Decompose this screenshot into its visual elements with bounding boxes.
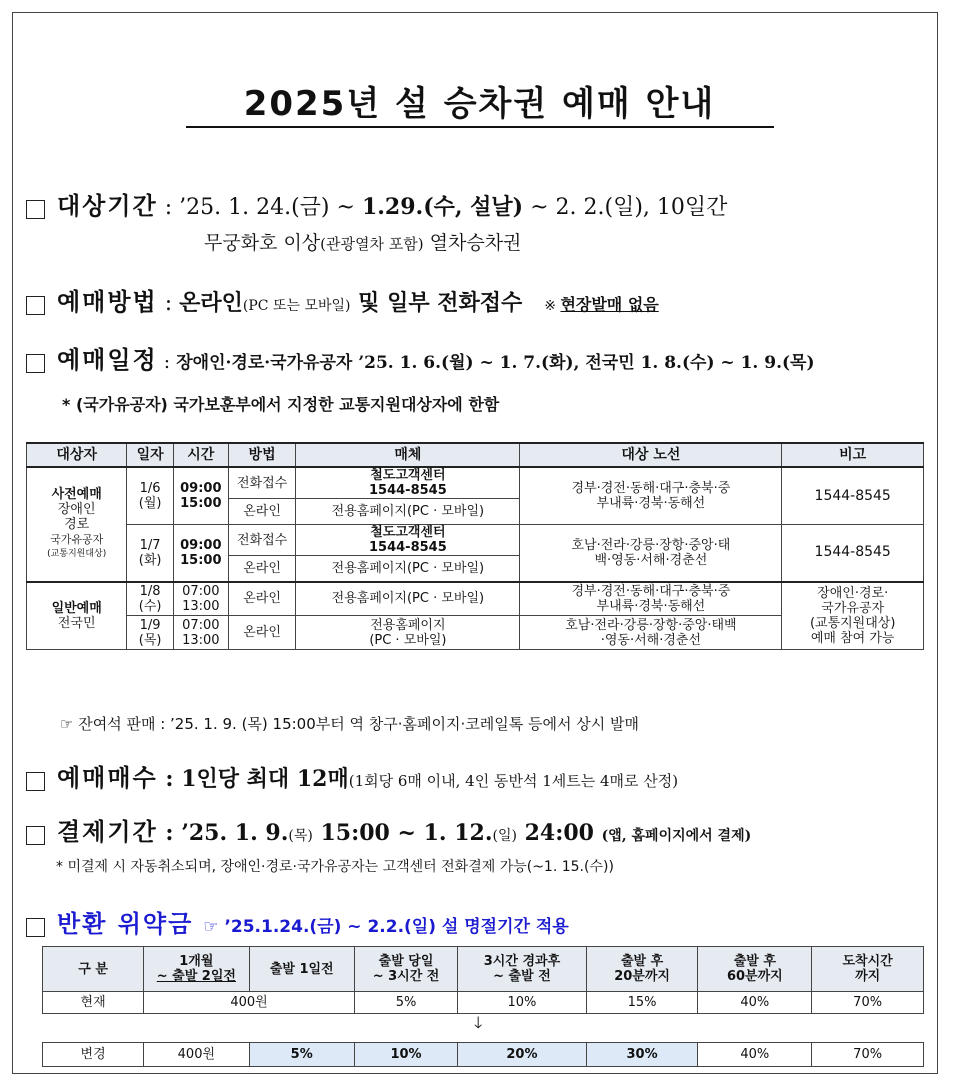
payment-text2: (목) <box>288 828 313 844</box>
header-cell: 매체 <box>296 443 520 467</box>
method-cell: 온라인 <box>228 556 296 582</box>
period-sub <box>204 228 521 255</box>
payment-text6: (앱, 홈페이지에서 결제) <box>601 828 752 844</box>
period-sub3: 열차승차권 <box>423 232 522 254</box>
pre-group-l3: 국가유공자 <box>50 532 104 546</box>
cell: 현재 <box>43 992 144 1014</box>
gen-note-l1: 장애인·경로· <box>817 585 889 601</box>
header-line1: 1개월 <box>179 954 214 969</box>
count-sep: : <box>157 766 182 792</box>
checkbox-icon <box>26 772 45 791</box>
header-cell: 비고 <box>782 443 924 467</box>
time1: 09:00 <box>180 537 222 553</box>
refund-text: ☞ ’25.1.24.(금) ~ 2.2.(일) 설 명절기간 적용 <box>203 917 569 937</box>
checkbox-icon <box>26 354 45 373</box>
period-sep: : <box>157 195 180 220</box>
pre-group-title: 사전예매 <box>51 486 102 502</box>
checkbox-icon <box>26 200 45 219</box>
route-line2: 백·영동·서해·경춘선 <box>594 552 708 568</box>
payment-sep: : <box>157 820 182 846</box>
section-count <box>26 758 678 793</box>
header-line2: ~ 출발 2일전 <box>156 969 236 984</box>
payment-label: 결제기간 <box>57 817 158 846</box>
period-text2: 1.29.(수, 설날) <box>361 194 524 220</box>
table-header-row <box>27 443 924 467</box>
method-note: 현장발매 없음 <box>560 295 659 314</box>
time1: 07:00 <box>182 617 220 633</box>
section-method <box>26 282 659 317</box>
period-text3: ~ 2. 2.(일), 10일간 <box>523 195 728 220</box>
page-title: 2025년 설 승차권 예매 안내 <box>243 84 716 124</box>
media-cell <box>296 616 520 650</box>
method-label: 예매방법 <box>57 287 158 316</box>
table-row-current <box>43 992 924 1014</box>
media-cell: 전용홈페이지(PC · 모바일) <box>296 556 520 582</box>
gen-note-cell <box>782 582 924 650</box>
table-row <box>27 582 924 616</box>
media-line2: 1544-8545 <box>369 483 447 498</box>
gen-group-cell <box>27 582 127 650</box>
route-line1: 호남·전라·강릉·장항·중앙·태 <box>571 537 731 553</box>
method-text1: 온라인 <box>179 290 243 316</box>
route-line1: 호남·전라·강릉·장항·중앙·태백 <box>565 617 737 633</box>
route-line1: 경부·경전·동해·대구·충북·중 <box>571 583 731 599</box>
header-line1: 출발 후 <box>620 954 664 969</box>
time2: 13:00 <box>182 632 220 648</box>
route-line2: ·영동·서해·경춘선 <box>600 632 702 648</box>
time-cell <box>173 616 228 650</box>
cell-highlight: 5% <box>249 1043 354 1067</box>
date2: (수) <box>138 598 162 614</box>
date-cell <box>127 525 173 582</box>
gen-group-l1: 전국민 <box>57 615 96 631</box>
date-cell <box>127 616 173 650</box>
method-cell: 전화접수 <box>228 525 296 556</box>
route-cell <box>520 525 782 582</box>
date2: (월) <box>138 496 162 511</box>
route-cell <box>520 467 782 525</box>
header-line2: 20분까지 <box>614 969 670 984</box>
method-text3: 및 일부 전화접수 <box>350 290 523 316</box>
time1: 07:00 <box>182 583 220 599</box>
cell-highlight: 30% <box>586 1043 698 1067</box>
header-line1: 도착시간 <box>842 954 893 969</box>
header-line1: 출발 후 <box>733 954 776 969</box>
header-cell <box>586 947 698 992</box>
header-cell: 시간 <box>173 443 228 467</box>
count-label: 예매매수 <box>57 763 158 792</box>
header-line1: 3시간 경과후 <box>483 954 561 969</box>
method-cell: 온라인 <box>228 499 296 525</box>
cell: 5% <box>354 992 457 1014</box>
route-line2: 부내륙·경북·동해선 <box>596 496 706 511</box>
media-cell <box>296 525 520 556</box>
header-line2: ~ 3시간 전 <box>372 969 440 984</box>
header-cell: 방법 <box>228 443 296 467</box>
header-cell <box>43 947 144 992</box>
date2: (화) <box>138 552 162 568</box>
header-line2: 까지 <box>855 969 881 984</box>
header-cell <box>698 947 812 992</box>
time2: 13:00 <box>182 598 220 614</box>
payment-text4: (일) <box>492 828 517 844</box>
gen-note-l2: 국가유공자 <box>821 600 885 616</box>
cell: 10% <box>458 992 587 1014</box>
header-cell <box>812 947 924 992</box>
header-line1: 출발 당일 <box>378 954 434 969</box>
gen-note-l4: 예매 참여 가능 <box>810 630 895 646</box>
media-line1: 전용홈페이지 <box>370 617 446 633</box>
refund-label: 반환 위약금 <box>57 909 194 938</box>
date1: 1/7 <box>139 537 161 553</box>
table-row-changed <box>43 1043 924 1067</box>
table-row <box>27 525 924 556</box>
date1: 1/6 <box>139 481 161 496</box>
pre-group-l2: 경로 <box>64 516 90 532</box>
header-cell: 대상자 <box>27 443 127 467</box>
method-cell: 전화접수 <box>228 467 296 499</box>
table-row <box>27 467 924 499</box>
cell: 40% <box>698 992 812 1014</box>
period-sub2: (관광열차 포함) <box>320 235 424 253</box>
cell: 40% <box>698 1043 812 1067</box>
header-cell <box>458 947 587 992</box>
note-cell: 1544-8545 <box>782 467 924 525</box>
cell-highlight: 20% <box>458 1043 587 1067</box>
schedule-sep: : <box>157 351 177 373</box>
route-cell <box>520 582 782 616</box>
payment-footnote: * 미결제 시 자동취소되며, 장애인·경로·국가유공자는 고객센터 전화결제 가능(~1. 15.(수)) <box>56 859 614 875</box>
media-line2: (PC · 모바일) <box>369 632 447 648</box>
section-refund <box>26 904 569 939</box>
cell: 400원 <box>144 1043 249 1067</box>
time1: 09:00 <box>180 481 222 496</box>
schedule-text: 장애인·경로·국가유공자 ’25. 1. 6.(월) ~ 1. 7.(화), 전국민 1. 8.(수) ~ 1. 9.(목) <box>176 353 815 373</box>
time-cell <box>173 467 228 525</box>
cell-highlight: 10% <box>354 1043 457 1067</box>
route-line1: 경부·경전·동해·대구·충북·중 <box>571 481 731 496</box>
payment-text5: 24:00 <box>516 820 602 846</box>
count-text2: (1회당 6매 이내, 4인 동반석 1세트는 4매로 산정) <box>348 772 679 790</box>
payment-text3: 15:00 ~ 1. 12. <box>312 820 493 846</box>
method-text2: (PC 또는 모바일) <box>242 298 351 314</box>
media-line1: 철도고객센터 <box>370 525 446 540</box>
date1: 1/9 <box>139 617 161 633</box>
period-label: 대상기간 <box>57 191 158 220</box>
route-cell <box>520 616 782 650</box>
schedule-footnote: * (국가유공자) 국가보훈부에서 지정한 교통지원대상자에 한함 <box>62 395 500 414</box>
cell: 70% <box>812 1043 924 1067</box>
cell: 70% <box>812 992 924 1014</box>
cell: 400원 <box>144 992 355 1014</box>
reservation-schedule-table <box>26 442 924 650</box>
header-cell: 일자 <box>127 443 173 467</box>
method-cell: 온라인 <box>228 616 296 650</box>
pre-group-l1: 장애인 <box>57 501 96 517</box>
cell: 15% <box>586 992 698 1014</box>
header-cell <box>249 947 354 992</box>
payment-text1: ’25. 1. 9. <box>181 820 289 846</box>
method-cell: 온라인 <box>228 582 296 616</box>
time-cell <box>173 582 228 616</box>
header-cell: 대상 노선 <box>520 443 782 467</box>
method-sep: : <box>157 291 180 316</box>
time-cell <box>173 525 228 582</box>
count-text1: 1인당 최대 12매 <box>181 766 349 792</box>
refund-fee-table <box>42 946 924 1014</box>
gen-note-l3: (교통지원대상) <box>809 615 896 631</box>
media-line2: 1544-8545 <box>369 540 447 555</box>
cell: 변경 <box>43 1043 144 1067</box>
route-line2: 부내륙·경북·동해선 <box>596 598 706 614</box>
media-cell <box>296 467 520 499</box>
header-cell <box>354 947 457 992</box>
note-cell: 1544-8545 <box>782 525 924 582</box>
remaining-seats-note: ☞ 잔여석 판매 : ’25. 1. 9. (목) 15:00부터 역 창구·홈페이지·코레일톡 등에서 상시 발매 <box>60 715 639 733</box>
media-cell: 전용홈페이지(PC · 모바일) <box>296 499 520 525</box>
table-header-row <box>43 947 924 992</box>
period-text1: ’25. 1. 24.(금) ~ <box>179 195 362 220</box>
header-line2: 60분까지 <box>726 969 783 984</box>
date1: 1/8 <box>139 583 161 599</box>
checkbox-icon <box>26 826 45 845</box>
date-cell <box>127 582 173 616</box>
section-payment <box>26 812 751 847</box>
checkbox-icon <box>26 918 45 937</box>
period-sub1: 무궁화호 이상 <box>204 232 321 254</box>
header-line1: 구 분 <box>78 961 108 977</box>
down-arrow-icon: 🡓 <box>474 1013 483 1032</box>
date-cell <box>127 467 173 525</box>
pre-group-l4: (교통지원대상) <box>47 548 107 559</box>
header-line2: ~ 출발 전 <box>493 969 551 984</box>
media-line1: 철도고객센터 <box>370 468 446 483</box>
note-mark: ※ <box>544 298 561 314</box>
time2: 15:00 <box>180 552 222 568</box>
section-schedule <box>26 340 815 375</box>
header-line1: 출발 1일전 <box>269 961 334 977</box>
gen-group-title: 일반예매 <box>51 600 102 616</box>
header-cell <box>144 947 249 992</box>
section-period <box>26 186 727 221</box>
time2: 15:00 <box>180 496 222 511</box>
schedule-label: 예매일정 <box>57 345 158 374</box>
date2: (목) <box>138 632 162 648</box>
refund-fee-table-changed <box>42 1042 924 1067</box>
title-underline <box>186 126 774 128</box>
media-cell: 전용홈페이지(PC · 모바일) <box>296 582 520 616</box>
checkbox-icon <box>26 296 45 315</box>
pre-group-cell <box>27 467 127 582</box>
